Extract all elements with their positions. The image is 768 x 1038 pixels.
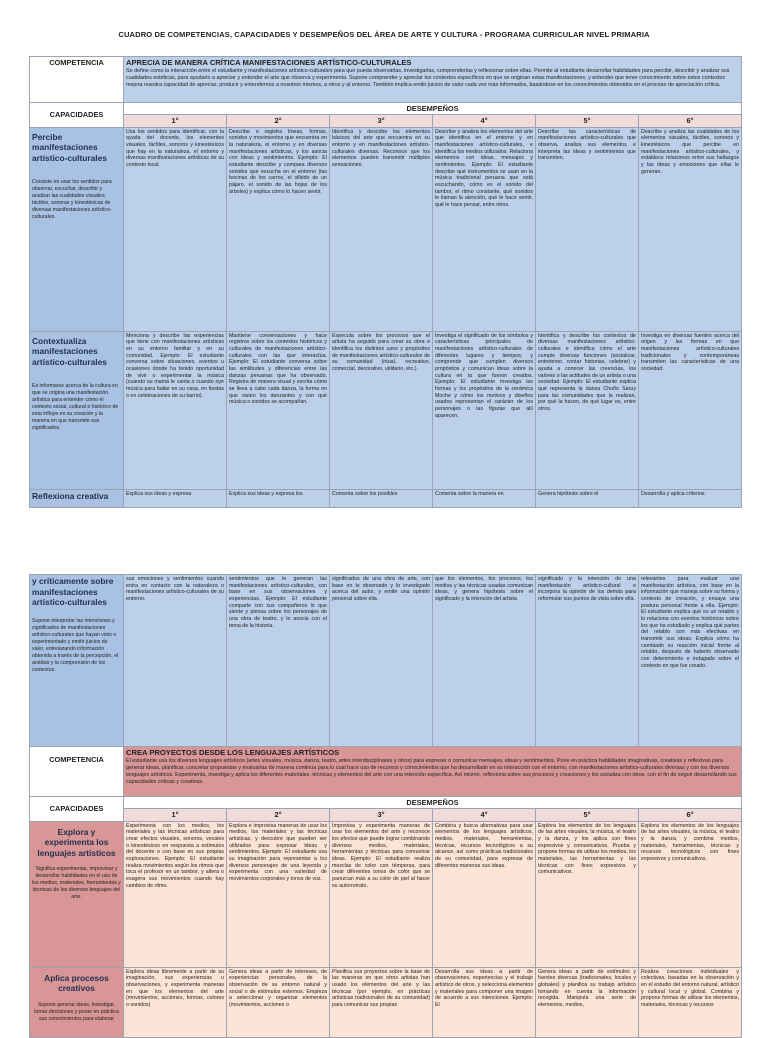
grade-header: 4°	[433, 115, 536, 127]
competency-cell	[124, 57, 742, 103]
desempenos-header: DESEMPEÑOS	[124, 103, 742, 115]
performance-cell: Explora e improvisa maneras de usar los medios, los materiales y las técnicas artísticas, y descubre que pueden ser utilizados para expresar ideas y sentimientos. Ejemplo: El estudiante usa su imaginación para representar a los diversos personajes de una leyenda y experimenta con una variedad de movimientos corporales y tonos de voz.	[227, 821, 330, 967]
performance-cell: Describe las características de manifestaciones artístico-culturales que observa, analiza sus elementos e interpreta las ideas y sentimientos que transmiten.	[536, 127, 639, 331]
performance-cell: que los elementos, los procesos, los medios y las técnicas usadas comunican ideas, y genera hipótesis sobre el significado y la intención del artista	[433, 575, 536, 747]
performance-cell: Comenta sobre la manera en	[433, 489, 536, 507]
performance-cell: Genera ideas a partir de intereses, de experiencias personales, de la observación de su entorno natural y social o de estímulos externos. Empieza a seleccionar y organizar elementos (movimientos, acciones o	[227, 967, 330, 1037]
competency-description: Se define como la interacción entre el estudiante y manifestaciones artístico-culturales para que pueda observarlas, investigarlas, comprenderlas y reflexionar sobre ellas. Permite al estudiante desarrollar habilidades para percibir, describir y analizar sus cualidades estéticas, para ayudarlo a apreciar y entender el arte que observa y experimenta. Supone comprender y apreciar los contextos específicos en que se originan estas manifestaciones, y entender que tener conocimiento sobre estos contextos mejora nuestra capacidad de apreciar, producir y entendernos a nosotros mismos, a otros y al entorno. También implica emitir juicios de valor cada vez más informados, basándose en los conocimientos obtenidos en el proceso de apreciación crítica.	[126, 67, 730, 88]
performance-cell: Especula sobre los procesos que el artista ha seguido para crear su obra e identifica los distintos usos y propósitos de manifestaciones artístico-culturales de su comunidad (ritual, recreativo, comercial, decorativo, utilitario, etc.).	[330, 331, 433, 489]
grade-header: 1°	[124, 115, 227, 127]
competency-table-apprecia	[29, 56, 742, 508]
grade-header: 4°	[433, 809, 536, 821]
capacity-cell	[30, 489, 124, 507]
grade-header: 3°	[330, 115, 433, 127]
performance-cell: Explica sus ideas y expresa los	[227, 489, 330, 507]
capacity-name: y críticamente sobre manifestaciones artístico-culturales	[32, 576, 114, 607]
performance-cell: Describe y analiza las cualidades de los elementos visuales, táctiles, sonoros y kinestésicos que percibe en manifestaciones artístico-culturales, y establece relaciones entre sus hallazgos y las ideas y emociones que ellas le generan.	[639, 127, 742, 331]
capacity-description: Es informarse acerca de la cultura en que se origina una manifestación artística para entender cómo el contexto social, cultural e histórico de esta influye en su creación y la manera en que transmite sus significados.	[32, 383, 119, 432]
performance-cell: Identifica y describe los contextos de diversas manifestaciones artístico-culturales e identifica cómo el arte cumple diversas funciones (socializar, entretener, contar historias, celebrar) y ayuda a conocer las creencias, los valores o las actitudes de un artista o una sociedad. Ejemplo: El estudiante explica qué representa la danza Chuño Saruy para las comunidades que la realizan, por qué la hacen, de qué lugar es, entre otros.	[536, 331, 639, 489]
capacity-description: Consiste en usar los sentidos para observar, escuchar, describir y analizar las cualidades visuales, táctiles, sonoras y kinestésicas de diversas manifestaciones artístico-culturales.	[32, 179, 112, 221]
performance-cell: sus emociones y sentimientos cuando entra en contacto con la naturaleza o manifestaciones artístico-culturales de su entorno.	[124, 575, 227, 747]
capacity-cell	[30, 331, 124, 489]
performance-cell: Mantiene conversaciones y hace registros sobre los contextos históricos y culturales de manifestaciones artístico-culturales con las que interactúa. Ejemplo: El estudiante conversa sobre las similitudes y diferencias entre las danzas peruanas que ha observado. Registra de manera visual y escrita cómo se lleva a cabo cada danza, la forma en que visten los danzantes y con qué música o sonidos se acompañan.	[227, 331, 330, 489]
grade-header: 6°	[639, 809, 742, 821]
performance-cell: Realiza creaciones individuales y colectivas, basadas en la observación y en el estudio del entorno natural, artístico y cultural local y global. Combina y propone formas de utilizar los elementos, materiales, técnicas y recursos	[639, 967, 742, 1037]
capacidades-header: CAPACIDADES	[30, 797, 124, 822]
capacity-cell	[30, 821, 124, 967]
capacity-name: Reflexiona creativa	[32, 490, 109, 501]
competencia-label: COMPETENCIA	[30, 747, 124, 797]
capacity-description: Significa experimentar, improvisar y desarrollar habilidades en el uso de los medios, materiales, herramientas y técnicas de los diversos lenguajes del arte.	[32, 866, 121, 901]
performance-cell: Comenta sobre los posibles	[330, 489, 433, 507]
performance-cell: relevantes para evaluar una manifestación artística, con base en la información que maneja sobre su forma y contexto de creación, y ensaya una postura personal frente a ella. Ejemplo: El estudiante explica qué es un retablo y lo relaciona con eventos históricos sobre los que ha estudiado y explica qué partes del retablo son más efectivas en transmitir sus ideas. Explica cómo ha cambiado su reacción inicial frente al retablo, después de haberlo observado con detenimiento e indagado sobre el contexto en que fue creado.	[639, 575, 742, 747]
performance-cell: sentimientos que le generan las manifestaciones artístico-culturales, con base en sus observaciones y experiencias. Ejemplo: El estudiante comparte con sus compañeros lo que siente y piensa sobre los personajes de una obra de teatro, y lo asocia con el tema de la historia.	[227, 575, 330, 747]
grade-header: 2°	[227, 115, 330, 127]
desempenos-header: DESEMPEÑOS	[124, 797, 742, 809]
capacidades-header: CAPACIDADES	[30, 103, 124, 128]
performance-cell: Usa los sentidos para identificar, con la ayuda del docente, los elementos visuales, táctiles, sonoros y kinestésicos que hay en la naturaleza, el entorno y diversas manifestaciones artísticas de su contexto local.	[124, 127, 227, 331]
capacity-name: Aplica procesos creativos	[44, 972, 109, 994]
grade-header: 3°	[330, 809, 433, 821]
performance-cell: Desarrolla y aplica criterios	[639, 489, 742, 507]
grade-header: 1°	[124, 809, 227, 821]
performance-cell: Improvisa y experimenta maneras de usar los elementos del arte y reconoce los efectos que puede lograr combinando diversos medios, materiales, herramientas y técnicas para comunicar ideas. Ejemplo: El estudiante realiza mezclas de color con témperas, para crear diferentes tonos de color que se parezcan más a su color de piel al hacer su autorretrato.	[330, 821, 433, 967]
competency-description: El estudiante usa los diversos lenguajes artísticos (artes visuales, música, danza, teatro, artes interdisciplinares y otros) para expresar o comunicar mensajes, ideas y sentimientos. Pone en práctica habilidades imaginativas, creativas y reflexivas para generar ideas, planificar, concretar propuestas y evaluarlas de manera continua para lo cual hace uso de recursos y conocimientos que ha desarrollado en su interacción con el entorno, con manifestaciones artístico-culturales diversas y con los diversos lenguajes artísticos. Experimenta, investiga y aplica los diferentes materiales, técnicas y elementos del arte con una intención específica. Así mismo, reflexiona sobre sus procesos y creaciones y los socializa con otros, con el fin de seguir desarrollando sus capacidades críticas y creativas.	[126, 757, 737, 785]
performance-cell: Investiga en diversas fuentes acerca del origen y las formas en que manifestaciones artístico-culturales tradicionales y contemporáneas transmiten las características de una sociedad.	[639, 331, 742, 489]
performance-cell: Explica sus ideas y expresa	[124, 489, 227, 507]
capacity-cell	[30, 575, 124, 747]
competency-cell	[124, 747, 742, 797]
competency-table-crea	[29, 574, 742, 1038]
performance-cell: significado y la intención de una manifestación artístico-cultural e incorpora la opinión de los demás para reformular sus puntos de vista sobre ella.	[536, 575, 639, 747]
page-break	[0, 512, 768, 572]
capacity-cell	[30, 967, 124, 1037]
competency-title: APRECIA DE MANERA CRÍTICA MANIFESTACIONES ARTÍSTICO-CULTURALES	[126, 58, 412, 67]
performance-cell: Planifica sus proyectos sobre la base de las maneras en que otros artistas han usado los elementos del arte y las técnicas (por ejemplo, en prácticas artísticas tradicionales de su comunidad) para comunicar sus propias	[330, 967, 433, 1037]
grade-header: 5°	[536, 115, 639, 127]
performance-cell: Identifica y describe los elementos básicos del arte que encuentra en su entorno y en manifestaciones artístico-culturales diversas. Reconoce que los elementos pueden transmitir múltiples sensaciones.	[330, 127, 433, 331]
grade-header: 6°	[639, 115, 742, 127]
capacity-description: Supone generar ideas, investigar, tomar decisiones y poner en práctica sus conocimientos para elaborar	[34, 1001, 119, 1022]
performance-cell: Genera ideas a partir de estímulos y fuentes diversas (tradicionales, locales y globales) y planifica su trabajo artístico tomando en cuenta la información recogida. Manipula una serie de elementos, medios,	[536, 967, 639, 1037]
performance-cell: Investiga el significado de los símbolos y características principales de manifestaciones artístico-culturales de diferentes lugares y tiempos, y comprende que cumplen diversos propósitos y comunican ideas sobre la cultura en la que fueron creados. Ejemplo: El estudiante investiga las formas y los propósitos de la cerámica Moche y cómo los motivos y diseños usados representan el carácter de los personajes o las figuras que allí aparecen.	[433, 331, 536, 489]
capacity-name: Explora y experimenta los lenguajes artísticos	[37, 826, 116, 858]
performance-cell: Describe y analiza los elementos del arte que identifica en el entorno y en manifestaciones artístico-culturales, e identifica los medios utilizados. Relaciona elementos con ideas, mensajes y sentimientos. Ejemplo: El estudiante describe qué instrumentos se usan en la música tradicional peruana que está escuchando, cómo es el sonido del tambor, el ritmo constante, qué sonidos le llaman la atención, qué le hace sentir, qué le hace pensar, entre otros.	[433, 127, 536, 331]
performance-cell: Menciona y describe las experiencias que tiene con manifestaciones artísticas en su entorno familiar y en su comunidad. Ejemplo: El estudiante conversa sobre situaciones, eventos u ocasiones donde ha tenido oportunidad de vivir o experimentar la música (cuando su mamá le canta o cuando oye música para bailar en su casa, en fiestas o en celebraciones de su barrio).	[124, 331, 227, 489]
performance-cell: Explora ideas libremente a partir de su imaginación, sus experiencias u observaciones, y experimenta maneras en que los elementos del arte (movimientos, acciones, formas, colores o sonidos)	[124, 967, 227, 1037]
performance-cell: Experimenta con los medios, los materiales y las técnicas artísticas para crear efectos visuales, sonoros, vocales o kinestésicos en respuesta a estímulos del docente o con base en sus propias exploraciones. Ejemplo: El estudiante realiza movimientos según los ritmos que toca el profesor en un tambor, y altera o exagera sus movimientos cuando hay cambios de ritmo.	[124, 821, 227, 967]
performance-cell: Desarrolla sus ideas a partir de observaciones, experiencias y el trabajo artístico de otros, y selecciona elementos y materiales para componer una imagen de acuerdo a sus intenciones. Ejemplo: El	[433, 967, 536, 1037]
performance-cell: Explora los elementos de los lenguajes de las artes visuales, la música, el teatro y la danza, y combina medios, materiales, herramientas, técnicas y recursos tecnológicos con fines expresivos y comunicativos.	[639, 821, 742, 967]
capacity-name: Percibe manifestaciones artístico-culturales	[32, 131, 107, 163]
capacity-name: Contextualiza manifestaciones artístico-culturales	[32, 335, 107, 367]
capacity-description: Supone interpretar las intenciones y significados de manifestaciones artístico-culturales que hayan visto o experimentado y emitir juicios de valor, entrelazando información obtenida a través de la percepción, el análisis y la comprensión de los contextos.	[32, 617, 119, 673]
performance-cell: Combina y busca alternativas para usar elementos de los lenguajes artísticos, medios, materiales, herramientas, técnicas, recursos tecnológicos a su alcance, así como prácticas tradicionales de su comunidad, para expresar de diferentes maneras sus ideas.	[433, 821, 536, 967]
grade-header: 5°	[536, 809, 639, 821]
performance-cell: Explora los elementos de los lenguajes de las artes visuales, la música, el teatro y la danza, y los aplica con fines expresivos y comunicativos. Prueba y propone formas de utilizar los medios, los materiales, las herramientas y las técnicas con fines expresivos y comunicativos.	[536, 821, 639, 967]
grade-header: 2°	[227, 809, 330, 821]
page-title: CUADRO DE COMPETENCIAS, CAPACIDADES Y DESEMPEÑOS DEL ÁREA DE ARTE Y CULTURA - PROGRAMA CURRICULAR NIVEL PRIMARIA	[118, 30, 650, 39]
performance-cell: significados de una obra de arte, con base en lo observado y lo investigado acerca del autor, y emite una opinión personal sobre ella.	[330, 575, 433, 747]
competencia-label: COMPETENCIA	[30, 57, 124, 103]
competency-title: CREA PROYECTOS DESDE LOS LENGUAJES ARTÍSTICOS	[126, 748, 340, 757]
performance-cell: Describe o registra líneas, formas, sonidos y movimientos que encuentra en la naturaleza, el entorno y en diversas manifestaciones artísticas, y los asocia con ideas y sentimientos. Ejemplo: El estudiante describe y compara diversos sonidos que escucha en el entorno (las bocinas de los carros, el silbido de un pájaro, el sonido de las hojas de los árboles) y explica cómo lo hacen sentir.	[227, 127, 330, 331]
capacity-cell	[30, 127, 124, 331]
performance-cell: Genera hipótesis sobre el	[536, 489, 639, 507]
